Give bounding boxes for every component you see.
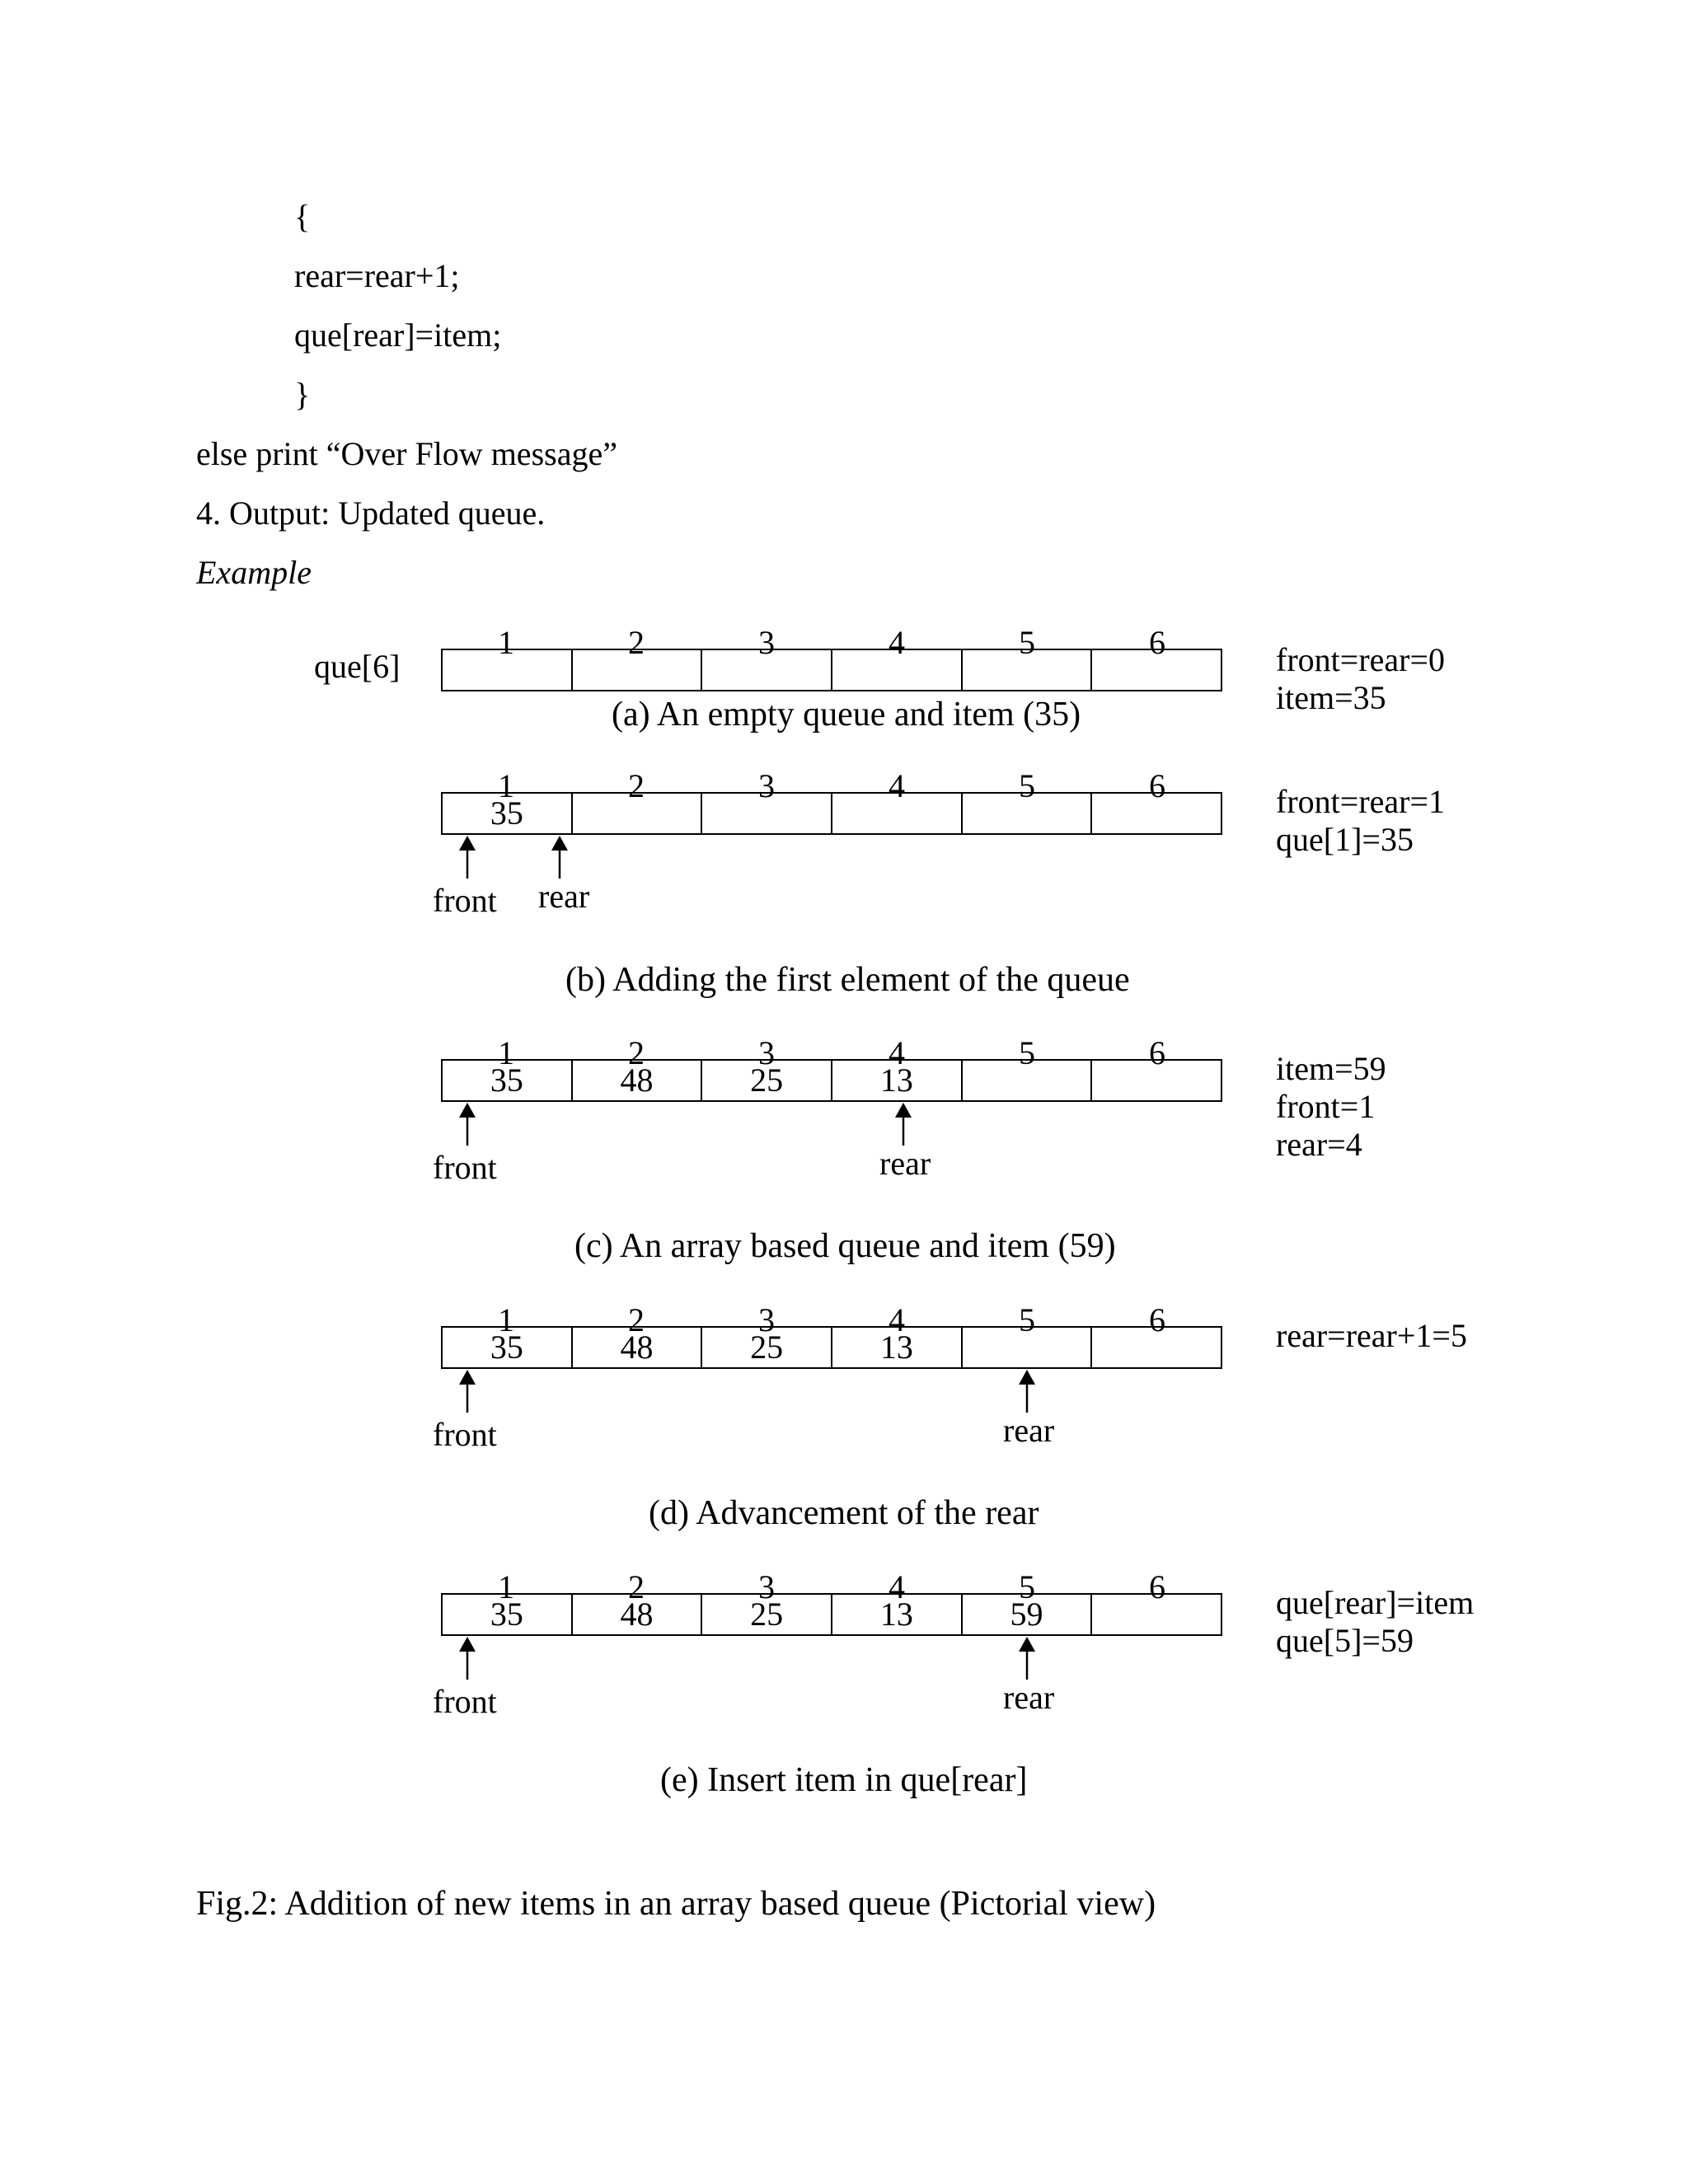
index-label: 5 [1019,1568,1035,1605]
index-label: 5 [1019,1301,1035,1338]
index-label: 1 [498,1301,514,1338]
state-notes [1276,641,1445,717]
front-pointer-label: front [433,1683,497,1720]
code-else-line: else print “Over Flow message” [196,435,617,472]
code-close-brace: } [294,376,311,413]
index-label: 4 [889,1301,905,1338]
queue-cell [963,1061,1093,1100]
rear-pointer-label: rear [1003,1679,1055,1716]
queue-cell: 59 [963,1595,1093,1634]
queue-cell [963,1328,1093,1367]
index-label: 6 [1149,1034,1165,1071]
queue-cell [573,650,703,690]
queue-cell: 35 [443,794,573,833]
rear-arrow-icon [550,836,570,883]
figure-caption: Fig.2: Addition of new items in an array based queue (Pictorial view) [196,1885,1156,1923]
queue-cell: 25 [702,1328,832,1367]
rear-arrow-icon [1017,1370,1037,1417]
state-note: que[5]=59 [1276,1622,1414,1659]
index-label: 2 [628,1301,645,1338]
state-notes [1276,1050,1386,1164]
index-label: 1 [498,1568,514,1605]
queue-cell [1092,794,1221,833]
front-arrow-icon [457,1370,477,1417]
state-note: item=35 [1276,679,1386,716]
array-name-label: que[6] [314,648,401,685]
index-label: 1 [498,1034,514,1071]
state-notes [1276,1584,1474,1660]
index-label: 3 [758,1301,775,1338]
queue-cell: 48 [573,1595,703,1634]
queue-cell [573,794,703,833]
example-heading: Example [196,554,312,591]
index-label: 6 [1149,1568,1165,1605]
rear-arrow-icon [1017,1637,1037,1684]
index-label: 1 [498,624,514,661]
queue-cell: 25 [702,1595,832,1634]
queue-cell [702,794,832,833]
queue-array [441,1326,1222,1369]
index-label: 3 [758,624,775,661]
panel-caption-c: (c) An array based queue and item (59) [574,1227,1116,1265]
queue-cell [702,650,832,690]
index-label: 5 [1019,767,1035,804]
index-label: 6 [1149,767,1165,804]
queue-cell [1092,1061,1221,1100]
panel-caption-d: (d) Advancement of the rear [649,1494,1039,1532]
front-arrow-icon [457,1637,477,1684]
front-pointer-label: front [433,882,497,919]
index-label: 3 [758,1034,775,1071]
state-note: que[rear]=item [1276,1584,1475,1621]
panel-caption-a: (a) An empty queue and item (35) [612,696,1081,733]
queue-cell: 13 [832,1061,963,1100]
index-label: 6 [1149,1301,1165,1338]
queue-array [441,1593,1222,1636]
queue-cell [832,650,963,690]
state-note: front=1 [1276,1088,1376,1125]
index-label: 5 [1019,1034,1035,1071]
queue-array [441,1059,1222,1102]
state-note: item=59 [1276,1050,1386,1087]
rear-pointer-label: rear [538,878,590,915]
state-note: front=rear=0 [1276,641,1446,678]
queue-cell: 35 [443,1595,573,1634]
index-label: 3 [758,1568,775,1605]
rear-pointer-label: rear [879,1145,931,1182]
index-label: 3 [758,767,775,804]
state-notes [1276,1317,1467,1355]
code-line-rear-increment: rear=rear+1; [294,257,460,294]
front-arrow-icon [457,836,477,883]
front-pointer-label: front [433,1149,497,1186]
rear-pointer-label: rear [1003,1412,1055,1449]
queue-cell [832,794,963,833]
queue-cell: 48 [573,1328,703,1367]
queue-cell [1092,1328,1221,1367]
queue-cell: 48 [573,1061,703,1100]
index-label: 4 [889,624,905,661]
queue-cell: 35 [443,1328,573,1367]
state-notes [1276,783,1445,859]
index-label: 2 [628,1034,645,1071]
queue-cell: 13 [832,1595,963,1634]
state-note: que[1]=35 [1276,821,1414,858]
queue-cell [963,650,1093,690]
state-note: rear=4 [1276,1126,1362,1163]
queue-cell [1092,650,1221,690]
code-output-line: 4. Output: Updated queue. [196,494,546,532]
index-label: 2 [628,624,645,661]
code-open-brace: { [294,198,311,235]
state-note: rear=rear+1=5 [1276,1317,1467,1354]
index-label: 2 [628,1568,645,1605]
queue-cell [443,650,573,690]
index-label: 4 [889,1034,905,1071]
rear-arrow-icon [893,1103,913,1150]
index-label: 6 [1149,624,1165,661]
panel-caption-b: (b) Adding the first element of the queue [565,961,1130,999]
queue-cell [963,794,1093,833]
queue-cell [1092,1595,1221,1634]
front-arrow-icon [457,1103,477,1150]
index-label: 1 [498,767,514,804]
queue-cell: 13 [832,1328,963,1367]
index-label: 4 [889,1568,905,1605]
index-label: 5 [1019,624,1035,661]
queue-array [441,792,1222,835]
panel-caption-e: (e) Insert item in que[rear] [660,1761,1028,1799]
state-note: front=rear=1 [1276,783,1446,820]
front-pointer-label: front [433,1416,497,1453]
queue-array [441,649,1222,691]
queue-cell: 35 [443,1061,573,1100]
index-label: 4 [889,767,905,804]
queue-cell: 25 [702,1061,832,1100]
index-label: 2 [628,767,645,804]
code-line-assign-item: que[rear]=item; [294,316,502,354]
